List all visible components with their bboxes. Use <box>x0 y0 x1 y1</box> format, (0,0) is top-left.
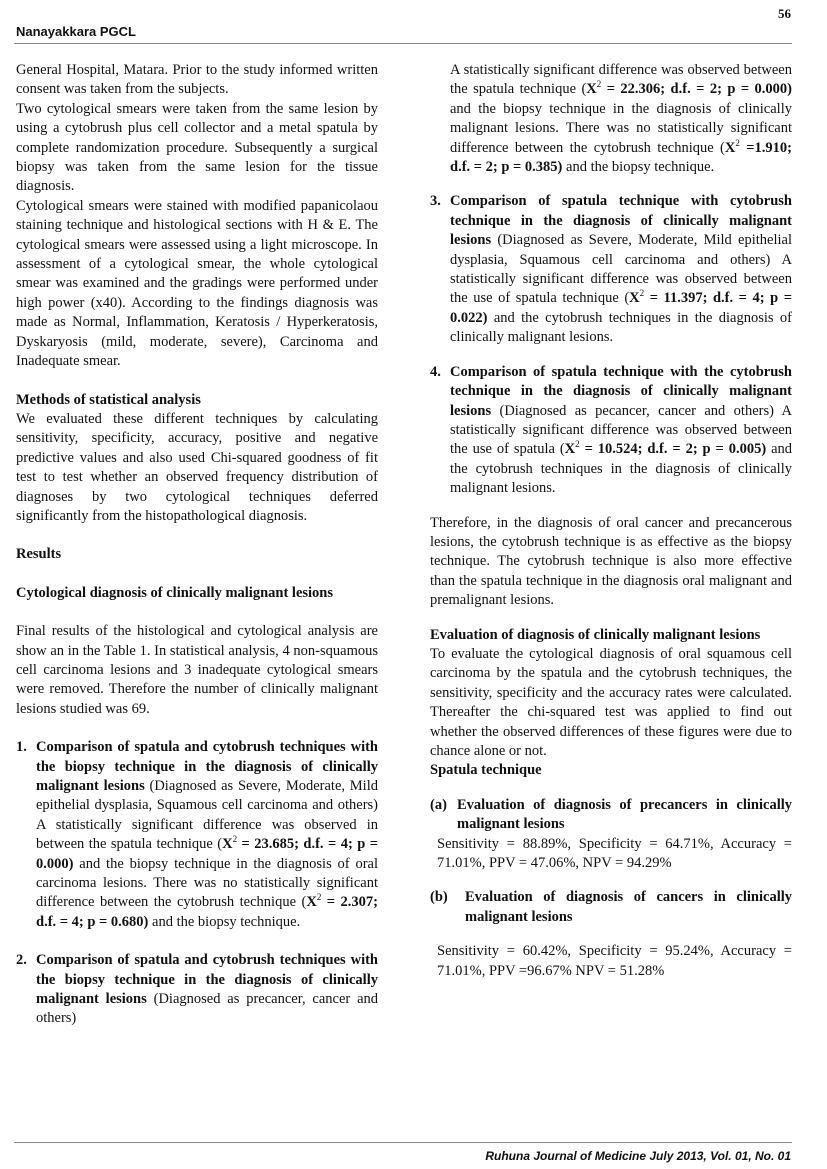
chi-stats: =1.910; d.f. = 2; p = 0.385) <box>450 139 792 176</box>
chi-symbol: X <box>586 81 597 98</box>
chi-superscript: 2 <box>639 288 645 299</box>
left-column <box>16 61 378 1029</box>
comparison-item-2 <box>16 951 378 1029</box>
paragraph-smears: Two cytological smears were taken from the same lesion by using a cytobrush plus cell collector and a metal spatula by complete randomization procedure. Subsequently a surgical biopsy was taken from the same lesion for the tissue diagnosis. <box>16 100 378 195</box>
item-title: Comparison of spatula and cytobrush techniques with the biopsy technique in the diagnosis of clinically malignant lesions <box>36 739 378 794</box>
right-column <box>430 61 792 981</box>
comparison-item-2-continued <box>430 61 792 177</box>
item-text: and the cytobrush techniques in the diagnosis of clinically malignant lesions. <box>450 441 793 497</box>
chi-symbol: X <box>222 836 233 853</box>
sub-item-b <box>430 888 792 927</box>
item-body <box>450 192 792 347</box>
item-number: 2. <box>16 952 27 969</box>
item-title: Comparison of spatula technique with cytobrush technique in the diagnosis of clinically malignant lesions <box>450 193 792 249</box>
chi-superscript: 2 <box>596 79 602 90</box>
item-text: and the biopsy technique. <box>148 913 301 930</box>
running-head: Nanayakkara PGCL <box>16 24 136 39</box>
chi-superscript: 2 <box>735 137 740 148</box>
methods-text: We evaluated these different techniques by calculating sensitivity, specificity, accuracy, positive and negative predictive values and also used Chi-squared goodness of fit test to test whether an observed frequency distribution of diagnoses by two cytological techniques deferred significantly from the histopathological diagnosis. <box>16 410 378 524</box>
item-body <box>450 363 792 499</box>
footer-rule <box>14 1142 792 1143</box>
chi-stats: = 2.307; d.f. = 4; p = 0.680) <box>36 894 378 930</box>
item-body <box>450 61 792 177</box>
item-text: and the biopsy technique. <box>562 159 715 176</box>
precancer-stats: Sensitivity = 88.89%, Specificity = 64.71%, Accuracy = 71.01%, PPV = 47.06%, NPV = 94.29% <box>437 835 792 872</box>
evaluation-heading: Evaluation of diagnosis of clinically malignant lesions <box>430 626 761 643</box>
sub-item-title: Evaluation of diagnosis of cancers in clinically malignant lesions <box>465 889 792 925</box>
sub-item-title: Evaluation of diagnosis of precancers in clinically malignant lesions <box>457 796 792 833</box>
chi-stats: = 23.685; d.f. = 4; p = 0.000) <box>36 836 378 872</box>
sub-item-a <box>430 796 792 835</box>
spatula-technique-heading: Spatula technique <box>430 762 542 779</box>
comparison-item-3 <box>430 192 792 347</box>
item-text: (Diagnosed as Severe, Moderate, Mild epithelial dysplasia, Squamous cell carcinoma and others) A statistically significant difference was observed in between the spatula technique ( <box>36 778 378 853</box>
header-rule <box>14 43 792 44</box>
evaluation-text: To evaluate the cytological diagnosis of oral squamous cell carcinoma by the spatula and the cytobrush techniques, the sensitivity, specificity and the accuracy rates were calculated. Thereafter the chi-squared test was applied to find out whether the observed differences of these figures were due to chance alone or not. <box>430 645 792 759</box>
conclusion-paragraph: Therefore, in the diagnosis of oral cancer and precancerous lesions, the cytobrush technique is as effective as the biopsy technique. The cytobrush technique is also more effective than the spatula technique in the diagnosis oral malignant and premalignant lesions. <box>430 514 792 609</box>
item-text: and the cytobrush techniques in the diagnosis of clinically malignant lesions. <box>450 309 792 346</box>
item-number: 1. <box>16 739 27 756</box>
methods-heading: Methods of statistical analysis <box>16 391 201 408</box>
item-body <box>36 951 378 1029</box>
comparison-item-4 <box>430 363 792 499</box>
item-title: Comparison of spatula and cytobrush techniques with the biopsy technique in the diagnosis of clinically malignant lesions <box>36 952 378 1008</box>
chi-superscript: 2 <box>575 439 580 450</box>
journal-footer: Ruhuna Journal of Medicine July 2013, Vol. 01, No. 01 <box>485 1149 791 1163</box>
cancer-stats: Sensitivity = 60.42%, Specificity = 95.24%, Accuracy = 71.01%, PPV =96.67% NPV = 51.28% <box>437 943 792 979</box>
chi-superscript: 2 <box>232 834 238 845</box>
chi-stats: = 22.306; d.f. = 2; p = 0.000) <box>601 81 793 98</box>
item-text: and the biopsy technique in the diagnosis of clinically malignant lesions. There was no statistically significant difference between the cytobrush technique ( <box>450 100 792 156</box>
item-text: (Diagnosed as Severe, Moderate, Mild epithelial dysplasia, Squamous cell carcinoma and others) A statistically significant difference was observed between the use of spatula technique ( <box>450 232 792 307</box>
item-title: Comparison of spatula technique with the cytobrush technique in the diagnosis of clinically malignant lesions <box>450 363 792 419</box>
sub-item-label: (a) <box>430 796 447 813</box>
chi-symbol: X <box>564 441 576 458</box>
item-text: and the biopsy technique in the diagnosis of oral carcinoma lesions. There was no statistically significant difference between the cytobrush technique ( <box>36 855 378 911</box>
chi-symbol: X <box>306 894 317 911</box>
sub-item-label: (b) <box>430 889 448 906</box>
comparison-item-1 <box>16 738 378 932</box>
paragraph-staining: Cytological smears were stained with modified papanicolaou staining technique and histological sections with H & E. The cytological smears were assessed using a light microscope. In assessment of a cytological smear, the whole cytological smear was examined and the gradings were performed under high power (x40). According to the findings diagnosis was made as Normal, Inflammation, Keratosis / Hyperkeratosis, Dyskaryosis (mild, moderate, severe), Carcinoma and Inadequate smear. <box>16 197 378 370</box>
item-text: A statistically significant difference was observed between the spatula technique ( <box>450 62 792 98</box>
paragraph-consent: General Hospital, Matara. Prior to the study informed written consent was taken from the subjects. <box>16 62 378 98</box>
chi-stats: = 11.397; d.f. = 4; p = 0.022) <box>450 290 792 326</box>
chi-symbol: X <box>724 139 736 156</box>
item-number: 4. <box>430 363 441 380</box>
results-text: Final results of the histological and cytological analysis are show an in the Table 1. In statistical analysis, 4 non-squamous cell carcinoma lesions and 3 inadequate cytological smears were removed. Therefore the number of clinically malignant lesions studied was 69. <box>16 623 378 717</box>
item-text: (Diagnosed as pecancer, cancer and others) A statistically significant difference was observed between the use of spatula ( <box>450 402 792 458</box>
chi-symbol: X <box>629 290 640 307</box>
results-heading: Results <box>16 546 62 563</box>
chi-superscript: 2 <box>316 892 322 903</box>
chi-stats: = 10.524; d.f. = 2; p = 0.005) <box>579 441 767 458</box>
item-number: 3. <box>430 193 441 210</box>
cytological-diagnosis-heading: Cytological diagnosis of clinically malignant lesions <box>16 584 334 601</box>
item-body <box>36 738 378 932</box>
item-text: (Diagnosed as precancer, cancer and others) <box>36 991 379 1027</box>
page-number: 56 <box>778 6 791 21</box>
